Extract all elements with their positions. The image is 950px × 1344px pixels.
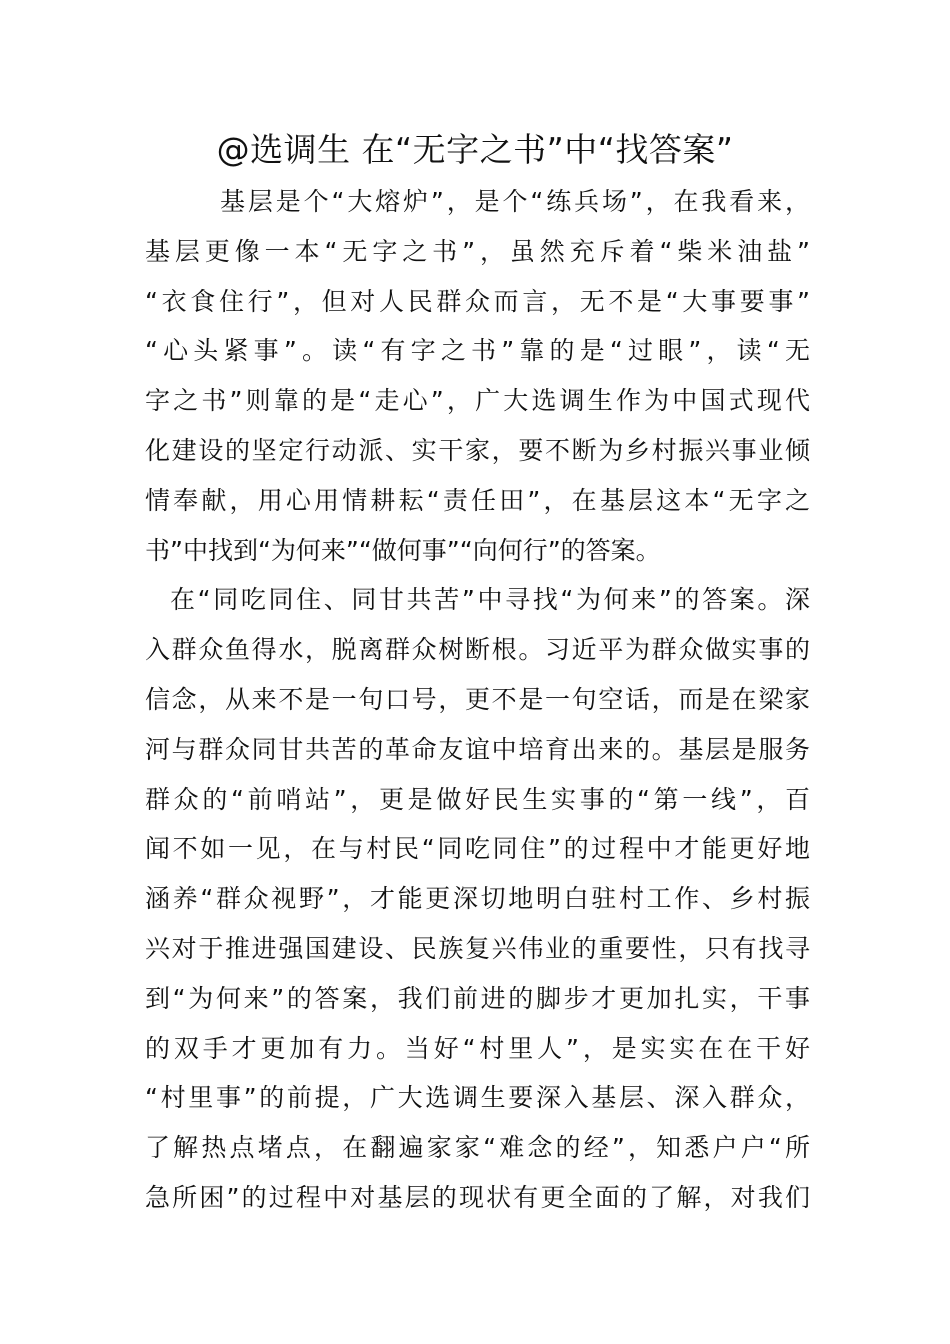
article-body [145,177,810,1223]
paragraph-line: 群众的“前哨站”，更是做好民生实事的“第一线”，百 [145,784,810,814]
paragraph-line: 在“同吃同住、同甘共苦”中寻找“为何来”的答案。深 [170,585,810,615]
paragraph-line: 基层是个“大熔炉”，是个“练兵场”，在我看来， [220,187,810,216]
article-title: @选调生 在“无字之书”中“找答案” [216,130,734,169]
paragraph-line: 闻不如一见，在与村民“同吃同住”的过程中才能更好地 [145,834,810,864]
paragraph-line: 河与群众同甘共苦的革命友谊中培育出来的。基层是服务 [145,734,810,764]
paragraph-line: 字之书”则靠的是“走心”，广大选调生作为中国式现代 [145,386,810,416]
paragraph-line: “村里事”的前提，广大选调生要深入基层、深入群众， [145,1083,810,1113]
paragraph-line: 情奉献，用心用情耕耘“责任田”，在基层这本“无字之 [145,485,810,515]
paragraph-line: 涵养“群众视野”，才能更深切地明白驻村工作、乡村振 [145,884,810,914]
paragraph-line: 化建设的坚定行动派、实干家，要不断为乡村振兴事业倾 [145,435,810,465]
paragraph-line: 入群众鱼得水，脱离群众树断根。习近平为群众做实事的 [145,635,810,665]
paragraph-line: “心头紧事”。读“有字之书”靠的是“过眼”，读“无 [145,336,810,366]
paragraph-line: 的双手才更加有力。当好“村里人”，是实实在在干好 [145,1033,810,1063]
paragraph-line: 基层更像一本“无字之书”，虽然充斥着“柴米油盐” [145,236,810,266]
paragraph-line: 信念，从来不是一句口号，更不是一句空话，而是在梁家 [145,684,810,714]
paragraph-line: 书”中找到“为何来”“做何事”“向何行”的答案。 [145,535,661,565]
paragraph-line: 到“为何来”的答案，我们前进的脚步才更加扎实，干事 [145,983,810,1013]
paragraph-line: 急所困”的过程中对基层的现状有更全面的了解，对我们 [145,1182,810,1212]
paragraph-line: “衣食住行”，但对人民群众而言，无不是“大事要事” [145,286,810,316]
paragraph-line: 兴对于推进强国建设、民族复兴伟业的重要性，只有找寻 [145,933,810,963]
paragraph-line: 了解热点堵点，在翻遍家家“难念的经”，知悉户户“所 [145,1133,810,1163]
